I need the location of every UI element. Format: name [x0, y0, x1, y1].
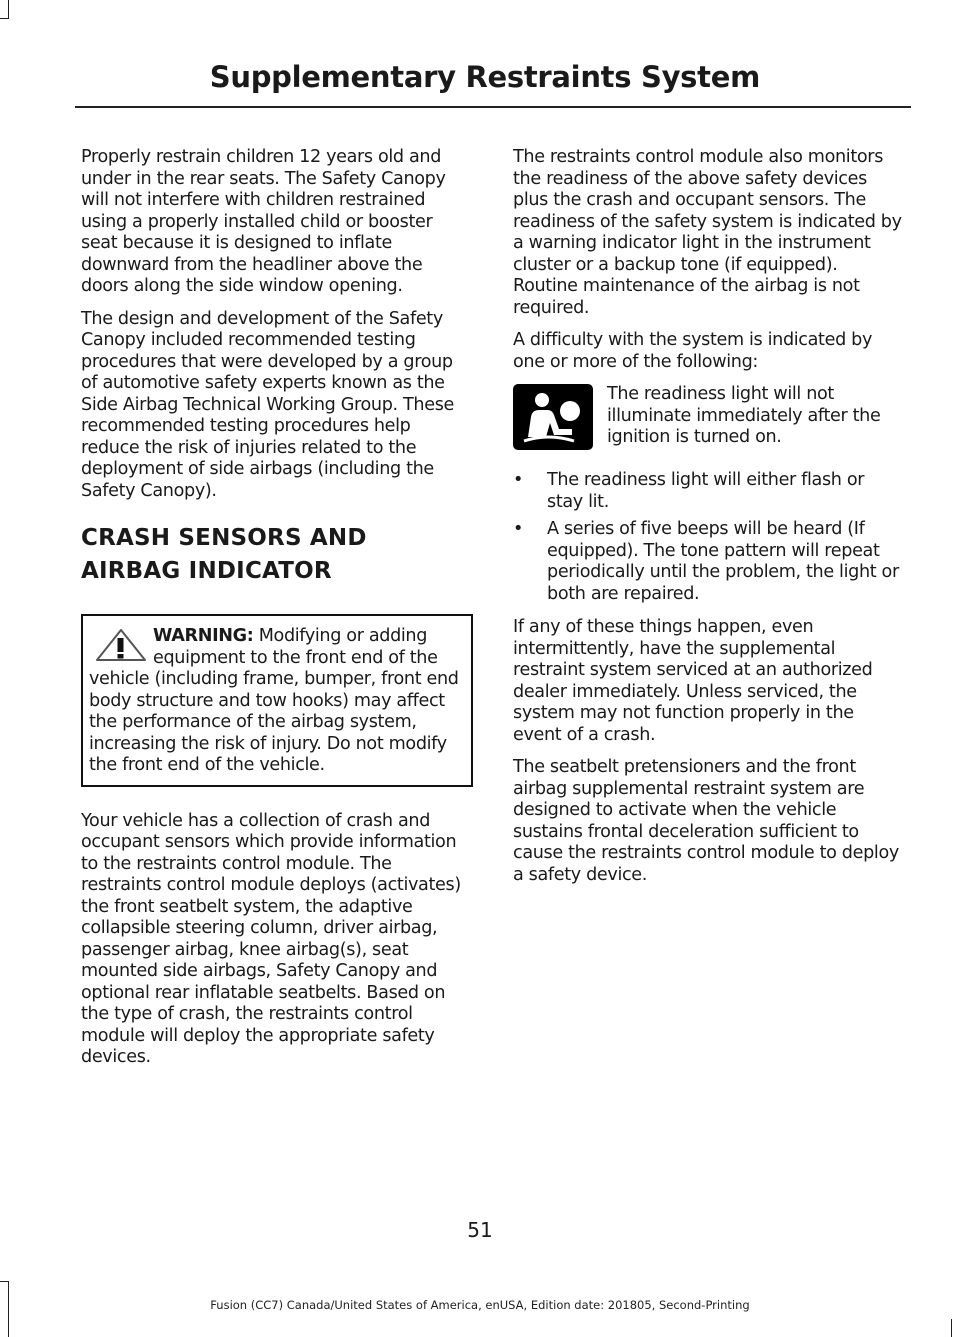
- warning-box: [81, 614, 473, 787]
- paragraph: Your vehicle has a collection of crash and occupant sensors which provide information to the restraints control module. The restraints control module deploys (activates) the front seatbelt system, the adaptive collapsible steering column, driver airbag, passenger airbag, knee airbag(s), seat mounted side airbags, Safety Canopy and optional rear inflatable seatbelts. Based on the type of crash, the restraints control module will deploy the appropriate safety devices.: [81, 810, 461, 1067]
- paragraph: The restraints control module also monitors the readiness of the above safety devices plus the crash and occupant sensors. The readiness of the safety system is indicated by a warning indicator light in the instrument cluster or a backup tone (if equipped). Routine maintenance of the airbag is not required.: [513, 147, 902, 318]
- paragraph: Properly restrain children 12 years old and under in the rear seats. The Safety Canopy will not interfere with children restrained using a properly installed child or booster seat because it is designed to inflate downward from the headliner above the doors along the side window opening.: [81, 147, 446, 296]
- crop-mark: [8, 0, 9, 18]
- page-number: 51: [467, 1218, 493, 1242]
- section-heading-line: AIRBAG INDICATOR: [81, 558, 332, 584]
- list-item: [513, 519, 905, 605]
- paragraph: If any of these things happen, even intermittently, have the supplemental restraint system serviced at an authorized dealer immediately. Unless serviced, the system may not function properly in the event of a crash.: [513, 617, 873, 745]
- indicator-text: The readiness light will not illuminate immediately after the ignition is turned on.: [607, 384, 881, 447]
- symptom-list: [513, 470, 905, 605]
- bullet: •: [513, 519, 524, 539]
- section-heading-line: CRASH SENSORS AND: [81, 525, 367, 551]
- warning-triangle-icon: [91, 628, 147, 662]
- section-heading: [81, 522, 473, 588]
- crop-mark: [951, 1319, 952, 1337]
- list-item-text: The readiness light will either flash or stay lit.: [547, 470, 865, 512]
- crop-mark: [0, 1281, 9, 1282]
- header-divider: [75, 106, 911, 108]
- left-column: [81, 147, 473, 1080]
- page-title: Supplementary Restraints System: [209, 60, 760, 94]
- right-column: [513, 147, 905, 897]
- crop-mark: [0, 18, 9, 19]
- warning-label: WARNING:: [153, 626, 254, 646]
- paragraph: The seatbelt pretensioners and the front airbag supplemental restraint system are designed to activate when the vehicle sustains frontal deceleration sufficient to cause the restraints control module to deploy a safety device.: [513, 757, 899, 885]
- list-item: [513, 470, 905, 513]
- list-item-text: A series of five beeps will be heard (If equipped). The tone pattern will repeat periodically until the problem, the light or both are repaired.: [547, 519, 899, 604]
- paragraph: The design and development of the Safety Canopy included recommended testing procedures that were developed by a group of automotive safety experts known as the Side Airbag Technical Working Group. These recommended testing procedures help reduce the risk of injuries related to the deployment of side airbags (including the Safety Canopy).: [81, 308, 454, 501]
- paragraph: A difficulty with the system is indicated by one or more of the following:: [513, 330, 873, 372]
- warning-body: Modifying or adding equipment to the front end of the vehicle (including frame, bumper, front end body structure and tow hooks) may affect the performance of the airbag system, increasing the risk of injury. Do not modify the front end of the vehicle.: [89, 626, 459, 775]
- airbag-indicator-icon: [513, 384, 593, 450]
- footer-text: Fusion (CC7) Canada/United States of America, enUSA, Edition date: 201805, Second-Printing: [210, 1298, 750, 1312]
- indicator-row: [513, 384, 905, 450]
- bullet: •: [513, 470, 524, 490]
